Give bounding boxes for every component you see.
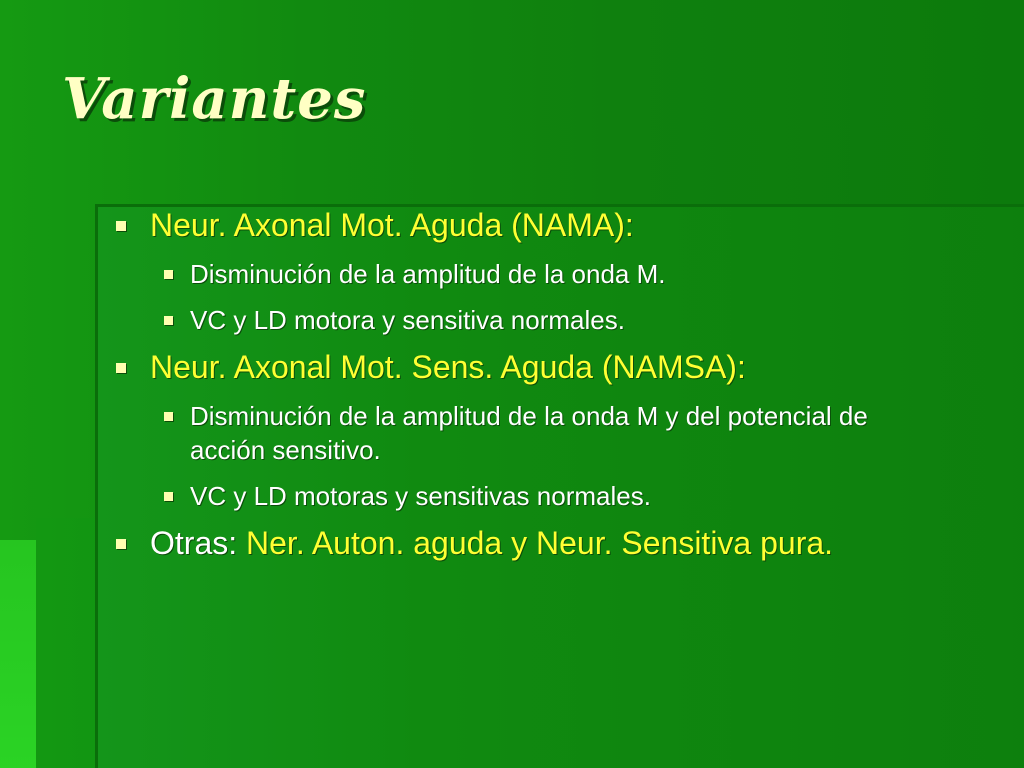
sub-bullet-text: VC y LD motoras y sensitivas normales. — [190, 481, 651, 511]
square-bullet-icon — [116, 221, 126, 231]
bullet-list — [110, 205, 930, 563]
square-bullet-icon — [164, 492, 173, 501]
sub-bullet-item — [158, 479, 930, 513]
slide-title: Variantes — [62, 66, 367, 132]
sub-bullet-text: Disminución de la amplitud de la onda M. — [190, 259, 666, 289]
bullet-item-otras — [110, 523, 930, 563]
sub-bullet-text: VC y LD motora y sensitiva normales. — [190, 305, 625, 335]
sub-bullet-item — [158, 257, 930, 291]
sub-list-nama — [158, 257, 930, 337]
bullet-text: Neur. Axonal Mot. Aguda (NAMA): — [150, 207, 634, 243]
square-bullet-icon — [164, 412, 173, 421]
square-bullet-icon — [164, 270, 173, 279]
bullet-text: Neur. Axonal Mot. Sens. Aguda (NAMSA): — [150, 349, 746, 385]
sub-bullet-item — [158, 399, 930, 467]
square-bullet-icon — [116, 539, 126, 549]
slide-content — [110, 195, 930, 563]
bullet-prefix: Otras: — [150, 525, 247, 561]
decorative-strip — [0, 540, 36, 768]
square-bullet-icon — [116, 363, 126, 373]
sub-bullet-item — [158, 303, 930, 337]
bullet-text: Ner. Auton. aguda y Neur. Sensitiva pura. — [246, 525, 834, 561]
square-bullet-icon — [164, 316, 173, 325]
bullet-item-namsa — [110, 347, 930, 387]
sub-bullet-text: Disminución de la amplitud de la onda M y del potencial de acción sensitivo. — [190, 401, 868, 465]
sub-list-namsa — [158, 399, 930, 513]
bullet-item-nama — [110, 205, 930, 245]
